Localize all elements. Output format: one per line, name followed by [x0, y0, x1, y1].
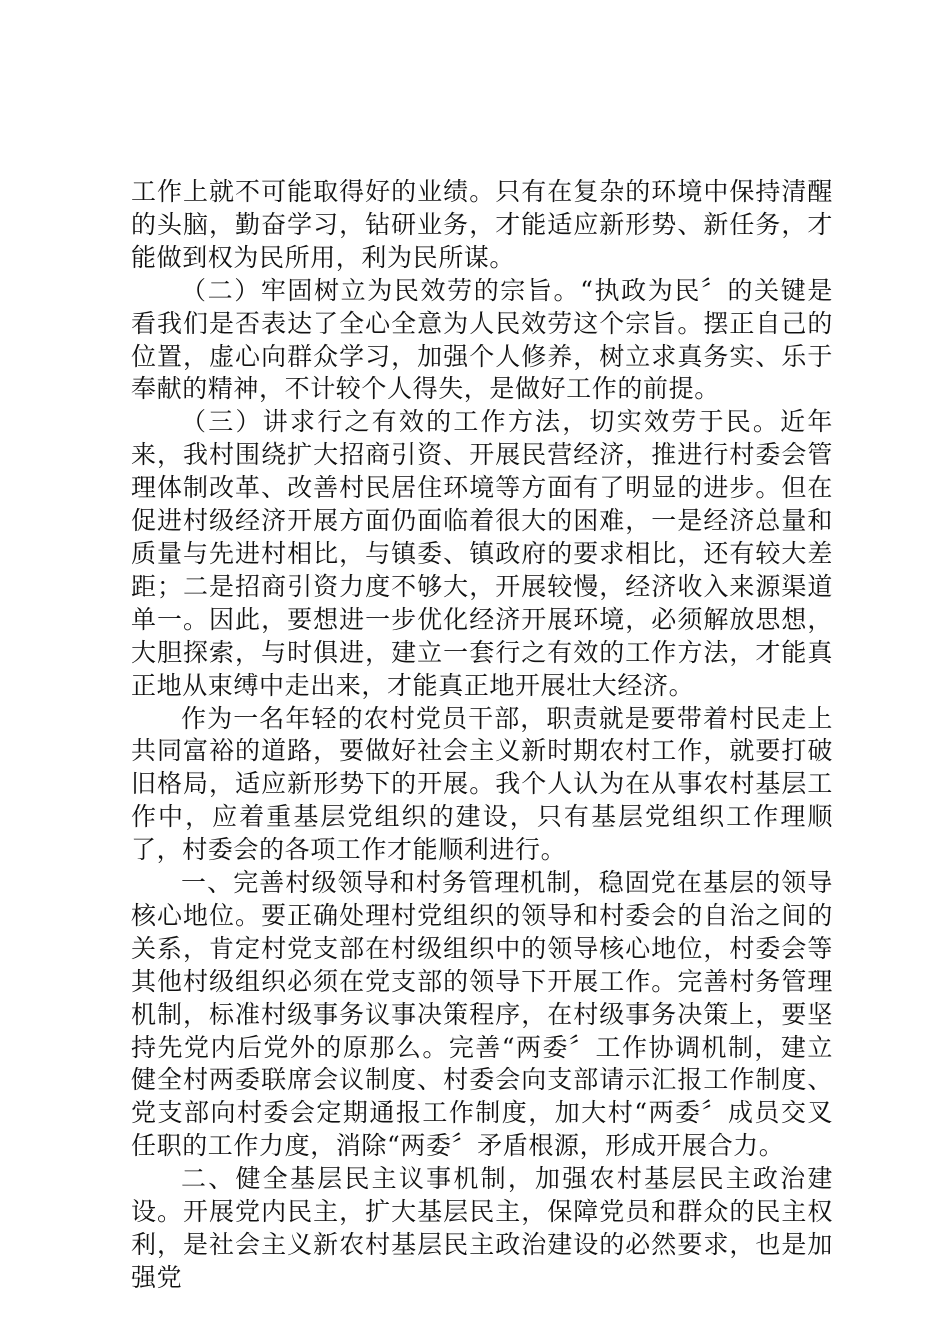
- paragraph-purpose-of-service: （二）牢固树立为民效劳的宗旨。“执政为民〞的关键是看我们是否表达了全心全意为人民效劳这个宗旨。摆正自己的位置，虚心向群众学习，加强个人修养，树立求真务实、乐于奉献的精神，不计较个人得失，是做好工作的前提。: [131, 275, 833, 404]
- paragraph-continued: 工作上就不可能取得好的业绩。只有在复杂的环境中保持清醒的头脑，勤奋学习，钻研业务，才能适应新形势、新任务，才能做到权为民所用，利为民所谋。: [131, 177, 833, 272]
- paragraph-section-two: 二、健全基层民主议事机制，加强农村基层民主政治建设。开展党内民主，扩大基层民主，保障党员和群众的民主权利，是社会主义新农村基层民主政治建设的必然要求，也是加强党: [131, 1164, 833, 1292]
- body-text: [131, 176, 833, 1295]
- paragraph-section-one: 一、完善村级领导和村务管理机制，稳固党在基层的领导核心地位。要正确处理村党组织的领导和村委会的自治之间的关系，肯定村党支部在村级组织中的领导核心地位，村委会等其他村级组织必须在党支部的领导下开展工作。完善村务管理机制，标准村级事务议事决策程序，在村级事务决策上，要坚持先党内后党外的原那么。完善“两委〞工作协调机制，建立健全村两委联席会议制度、村委会向支部请示汇报工作制度、党支部向村委会定期通报工作制度，加大村“两委〞成员交叉任职的工作力度，消除“两委〞矛盾根源，形成开展合力。: [131, 868, 833, 1161]
- paragraph-young-cadre: 作为一名年轻的农村党员干部，职责就是要带着村民走上共同富裕的道路，要做好社会主义新时期农村工作，就要打破旧格局，适应新形势下的开展。我个人认为在从事农村基层工作中，应着重基层党组织的建设，只有基层党组织工作理顺了，村委会的各项工作才能顺利进行。: [131, 703, 833, 865]
- paragraph-work-methods: （三）讲求行之有效的工作方法，切实效劳于民。近年来，我村围绕扩大招商引资、开展民营经济，推进行村委会管理体制改革、改善村民居住环境等方面有了明显的进步。但在促进村级经济开展方面仍面临着很大的困难，一是经济总量和质量与先进村相比，与镇委、镇政府的要求相比，还有较大差距；二是招商引资力度不够大，开展较慢，经济收入来源渠道单一。因此，要想进一步优化经济开展环境，必须解放思想，大胆探索，与时俱进，建立一套行之有效的工作方法，才能真正地从束缚中走出来，才能真正地开展壮大经济。: [131, 407, 833, 700]
